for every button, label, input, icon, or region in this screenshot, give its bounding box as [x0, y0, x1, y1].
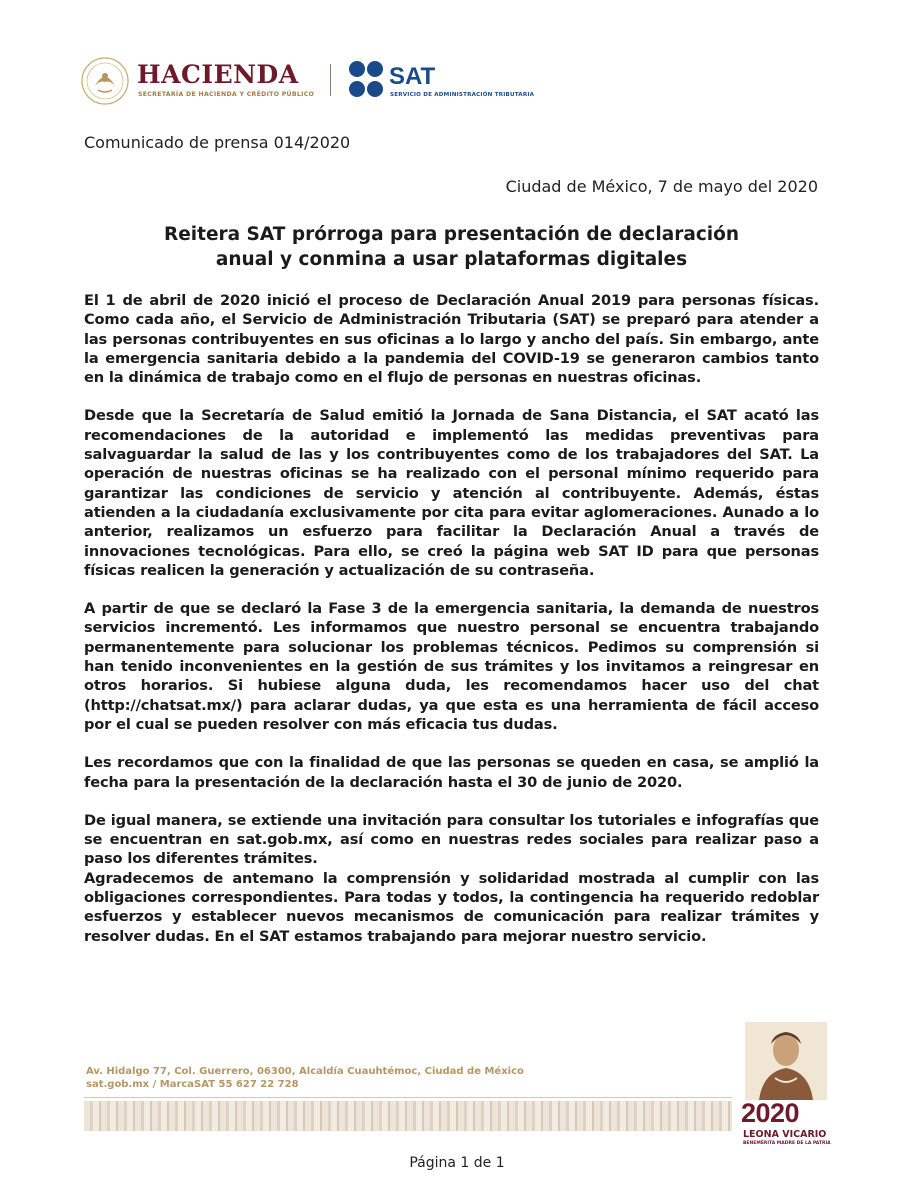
paragraph: Agradecemos de antemano la comprensión y solidaridad mostrada al cumplir con las obligaciones correspondientes. Para todas y todos, la contingencia ha requerido redoblar esfuerzos y establecer nuevos mecanismos de comunicación para realizar trámites y resolver dudas. En el SAT estamos trabajando para mejorar nuestro servicio. — [84, 869, 819, 945]
page-title — [84, 222, 819, 272]
emblem-subtitle: BENEMÉRITA MADRE DE LA PATRIA — [743, 1141, 831, 1146]
footer-divider — [84, 1097, 732, 1098]
leona-vicario-portrait-icon — [745, 1022, 827, 1100]
page-number: Página 1 de 1 — [409, 1155, 505, 1171]
leona-vicario-emblem — [741, 1022, 831, 1148]
sat-dots-logo-icon — [348, 60, 384, 100]
paragraph: De igual manera, se extiende una invitación para consultar los tutoriales e infografías que se encuentran en sat.gob.mx, así como en nuestras redes sociales para realizar paso a paso los diferentes trámites. — [84, 811, 819, 868]
mexican-coat-of-arms-icon — [80, 56, 130, 106]
header-divider — [330, 64, 331, 96]
paragraph: A partir de que se declaró la Fase 3 de la emergencia sanitaria, la demanda de nuestros servicios incrementó. Les informamos que nuestro personal se encuentra trabajando permanentemente para solucionar los problemas técnicos. Pedimos su comprensión si han tenido inconvenientes en la gestión de sus trámites y los invitamos a reingresar en otros horarios. Si hubiese alguna duda, les recomendamos hacer uso del chat (http://chatsat.mx/) para aclarar dudas, ya que esta es una herramienta de fácil acceso por el cual se pueden resolver con más eficacia tus dudas. — [84, 600, 819, 733]
paragraph: Desde que la Secretaría de Salud emitió la Jornada de Sana Distancia, el SAT acató las recomendaciones de la autoridad e implementó las medidas preventivas para salvaguardar la salud de las y los contribuyentes como de los trabajadores del SAT. La operación de nuestras oficinas se ha realizado con el personal mínimo requerido para garantizar las condiciones de servicio y atención al contribuyente. Además, éstas atienden a la ciudadanía exclusivamente por cita para evitar aglomeraciones. Aunado a lo anterior, realizamos un esfuerzo para facilitar la Declaración Anual a través de innovaciones tecnológicas. Para ello, se creó la página web SAT ID para que personas físicas realicen la generación y actualización de su contraseña. — [84, 407, 819, 579]
footer-decorative-band — [84, 1101, 732, 1131]
sat-subtitle: SERVICIO DE ADMINISTRACIÓN TRIBUTARIA — [390, 92, 535, 98]
paragraph: El 1 de abril de 2020 inició el proceso de Declaración Anual 2019 para personas físicas. Como cada año, el Servicio de Administración Tributaria (SAT) se preparó para atender a las personas contribuyentes en sus oficinas a lo largo y ancho del país. Sin embargo, ante la emergencia sanitaria debido a la pandemia del COVID-19 se generaron cambios tanto en la dinámica de trabajo como en el flujo de personas en nuestras oficinas. — [84, 292, 819, 387]
footer-address-block — [86, 1065, 524, 1091]
emblem-name: LEONA VICARIO — [743, 1129, 827, 1140]
place-date: Ciudad de México, 7 de mayo del 2020 — [505, 177, 818, 196]
sat-wordmark: SAT — [389, 63, 436, 90]
title-line-1: Reitera SAT prórroga para presentación de declaración — [163, 224, 740, 245]
press-release-body — [84, 291, 819, 965]
letterhead — [80, 56, 540, 106]
paragraph: Les recordamos que con la finalidad de que las personas se queden en casa, se amplió la fecha para la presentación de la declaración hasta el 30 de junio de 2020. — [84, 754, 819, 791]
footer-address: Av. Hidalgo 77, Col. Guerrero, 06300, Alcaldía Cuauhtémoc, Ciudad de México — [86, 1066, 524, 1077]
hacienda-subtitle: SECRETARÍA DE HACIENDA Y CRÉDITO PÚBLICO — [138, 91, 315, 98]
emblem-year: 2020 — [741, 1098, 800, 1128]
press-release-number: Comunicado de prensa 014/2020 — [84, 133, 351, 152]
footer-contact: sat.gob.mx / MarcaSAT 55 627 22 728 — [86, 1079, 299, 1090]
title-line-2: anual y conmina a usar plataformas digitales — [215, 249, 688, 270]
hacienda-wordmark: HACIENDA — [137, 60, 299, 89]
